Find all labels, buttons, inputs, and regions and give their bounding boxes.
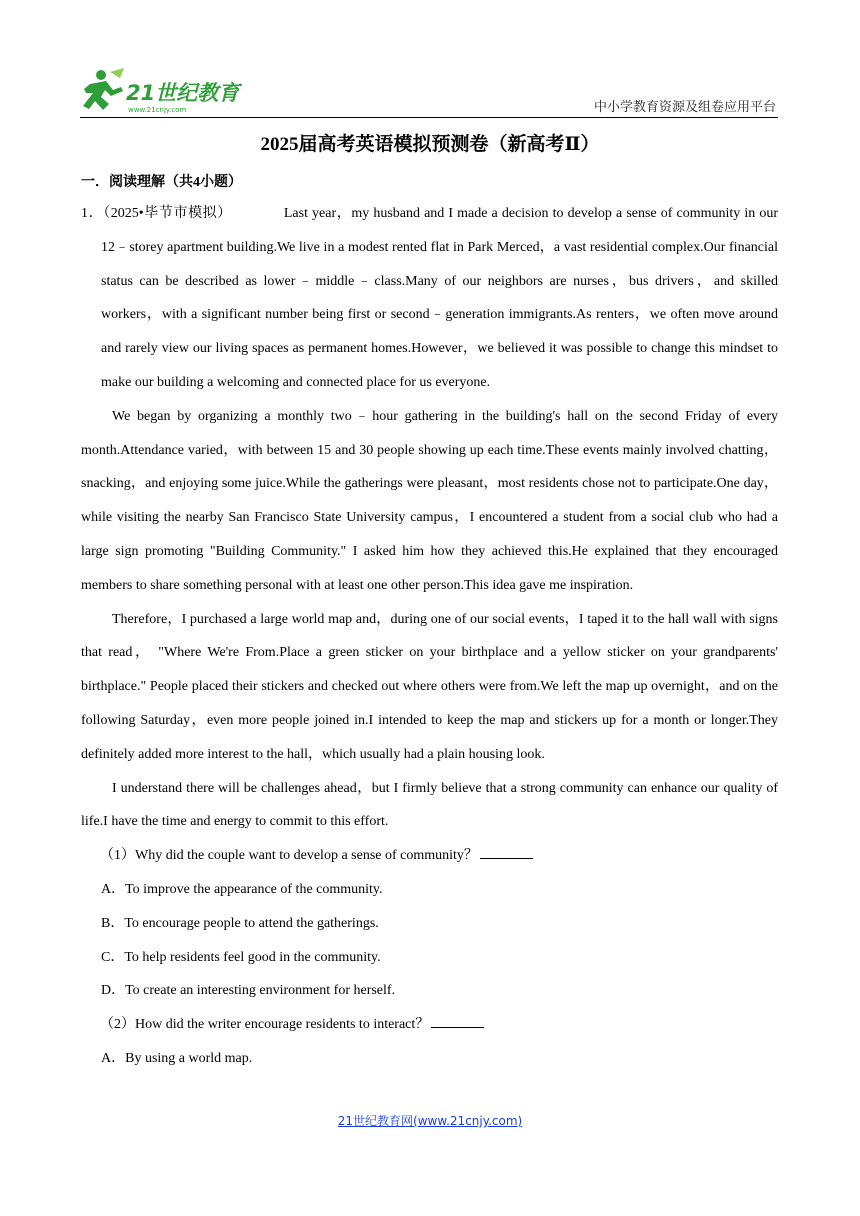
sub-question-2-stem: （2）How did the writer encourage residents to interact？ (100, 1017, 430, 1033)
question-1 (81, 197, 778, 1076)
header-divider (80, 117, 778, 118)
sub-question-1 (81, 839, 778, 873)
option-2a: A．By using a world map. (101, 1050, 253, 1066)
question-1-intro (81, 197, 778, 400)
logo (80, 66, 250, 116)
footer-link[interactable]: 21世纪教育网(www.21cnjy.com) (337, 1114, 523, 1128)
question-source: （2025•毕节市模拟） (103, 206, 232, 221)
page-title: 2025届高考英语模拟预测卷（新高考Ⅱ） (260, 134, 600, 155)
sub-question-2 (81, 1008, 778, 1042)
option-1c: C．To help residents feel good in the community. (101, 949, 381, 965)
passage-paragraph-4: I understand there will be challenges ahead，but I firmly believe that a strong community can enhance our quality of life.I have the time and energy to commit to this effort. (81, 780, 778, 830)
logo-text: 21世纪教育 (126, 81, 240, 105)
option-1a: A．To improve the appearance of the community. (101, 881, 383, 897)
logo-url: www.21cnjy.com (128, 106, 187, 114)
answer-blank (480, 846, 533, 859)
passage-paragraph-2: We began by organizing a monthly two﹣hour gathering in the building's hall on the second Friday of every month.Attendance varied，with between 15 and 30 people showing up each time.These events mainly involved chatting，snacking，and enjoying some juice.While the gatherings were pleasant，most residents chose not to participate.One day，while visiting the nearby San Francisco State University campus，I encountered a student from a social club who had a large sign promoting "Building Community." I asked him how they achieved this.He explained that they encouraged members to share something personal with at least one other person.This idea gave me inspiration. (81, 408, 778, 593)
platform-tagline: 中小学教育资源及组卷应用平台 (593, 100, 776, 115)
running-figure-icon (83, 68, 124, 110)
passage-paragraph-1: Last year，my husband and I made a decision to develop a sense of community in our 12﹣storey apartment building.We live in a modest rented flat in Park Merced，a vast residential complex.Our financial status can be described as lower﹣middle﹣class.Many of our neighbors are nurses，bus drivers，and skilled workers，with a significant number being first or second﹣generation immigrants.As renters，we often move around and rarely view our living spaces as permanent homes.However，we believed it was possible to change this mindset to make our building a welcoming and connected place for us everyone. (101, 206, 779, 390)
option-1d: D．To create an interesting environment for herself. (101, 983, 396, 999)
option-1b: B．To encourage people to attend the gatherings. (101, 915, 379, 931)
passage-paragraph-3: Therefore，I purchased a large world map and，during one of our social events，I taped it to the hall wall with signs that read， "Where We're From.Place a green sticker on your birthplace and a yellow sticker on your grandparents' birthplace." People placed their stickers and checked out where others were from.We left the map up overnight，and on the following Saturday，even more people joined in.I intended to keep the map and stickers up for a month or longer.They definitely added more interest to the hall，which usually had a plain housing look. (81, 611, 778, 762)
page-header (80, 66, 778, 118)
sub-question-1-stem: （1）Why did the couple want to develop a sense of community？ (100, 848, 478, 864)
section-heading: 一．阅读理解（共4小题） (81, 175, 242, 190)
question-number: 1． (81, 206, 104, 221)
answer-blank (431, 1015, 484, 1028)
